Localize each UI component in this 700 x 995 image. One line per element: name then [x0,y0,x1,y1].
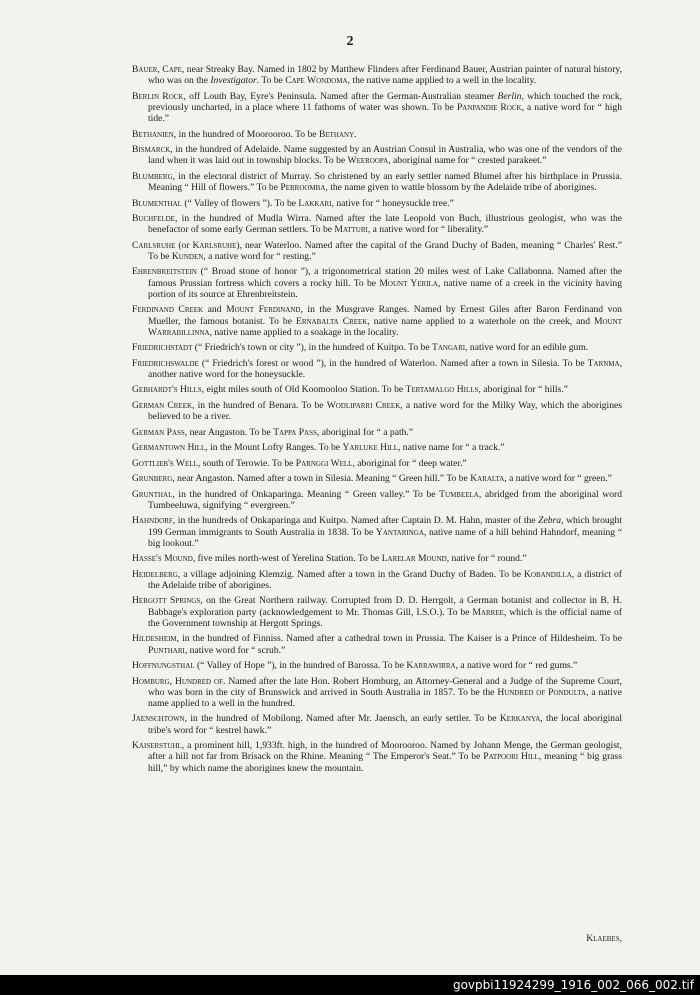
entry-headword: Buchfelde, [132,213,178,225]
new-name: Yantaringa [375,526,424,538]
new-name: Karrawirra [406,660,456,672]
entry-headword: Blumenthal [132,197,182,209]
gazetteer-entry [132,660,622,671]
gazetteer-entry [132,458,622,469]
entry-headword: Carlsruhe [132,239,176,251]
entry-text: ), near Waterloo. Named after the capital of the Grand Duchy of Baden, meaning “ Charles' Rest.” To be [148,239,623,262]
entry-text: , the name given to wattle blossom by the Adelaide tribe of aborigines. [325,182,597,194]
entry-text: , native name for “ a track.” [398,442,505,454]
entry-text: , a native word for “ green.” [504,473,612,485]
entry-text: , a native word for “ high tide.” [148,101,623,125]
entry-headword: Hildesheim, [132,633,180,645]
entry-text: and [203,304,227,316]
entry-headword: German Pass, [132,426,188,438]
entry-headword: German Creek, [132,399,195,411]
entry-text: in the hundreds of Onkaparinga and Kuitpo. Named after Captain D. M. Hahn, master of the [175,515,539,527]
gazetteer-entry [132,427,622,438]
new-name: Tertamalgo Hills [405,384,479,396]
entry-headword: Ehrenbreitstein [132,266,197,278]
entry-text: , which is the official name of the Government township at Hergott Springs. [148,606,622,629]
entry-text: (“ Broad stone of honor ”), a trigonometrical station 20 miles west of Lake Callabonna. Named after the famous Prussian fortress which covers a rocky hill. To be [148,266,622,289]
entry-text: , a native word for the Milky Way, which the aborigines believed to be a river. [148,399,623,423]
entry-text: aboriginal name for “ crested parakeet.” [390,155,547,167]
gazetteer-entry [132,595,622,629]
catchword: Klaebes, [586,933,622,944]
gazetteer-entry [132,129,622,140]
new-name: Parnggi Well [295,457,353,469]
entry-text: in the hundred of Finniss. Named after a cathedral town in Prussia. The Kaiser is a Prince of Hildesheim. To be [179,633,622,645]
new-name: Weeroopa, [347,155,391,167]
entry-text: a village adjoining Klemzig. Named after a town in the Grand Duchy of Baden. To be [180,568,525,580]
gazetteer-entry [132,676,622,710]
new-name: Kobandilla [524,568,572,580]
entry-text: (“ Friedrich's town or city ”), in the hundred of Kuitpo. To be [192,342,432,354]
gazetteer-entry [132,740,622,774]
entry-text: Named after the late Hon. Robert Homburg, an Attorney-General and a Judge of the Supreme Court, who was born in the city of Brunswick and arrived in South Australia in 1857. To be the [148,675,622,698]
new-name: Wodliparri Creek [326,399,401,411]
entry-headword: Ferdinand Creek [132,304,204,316]
gazetteer-entry [132,266,622,300]
entry-text: , native name of a creek in the vicinity having portion of its source at Ehrenbreitstein. [148,277,622,300]
gazetteer-entry [132,144,622,166]
entry-headword: Hasse's Mound, [132,553,196,565]
ship-name: Berlin [497,90,522,102]
entry-text: in the hundred of Onkaparinga. Meaning “ Green valley.” To be [174,488,440,500]
gazetteer-entry [132,342,622,353]
entry-text: in the hundred of Adelaide. Name suggested by an Austrian Consul in Australia, who was one of the vendors of the land when it was laid out in township blocks. To be [148,144,622,167]
entry-headword: Jaenschtown, [132,713,188,725]
gazetteer-entry [132,213,622,235]
new-name: Yarluke Hill [342,442,398,454]
entry-text: , native word for an edible gum. [465,342,589,354]
entry-headword: Gebhardt's Hills, [132,384,205,396]
entry-text: , a native name applied to a well in the hundred. [148,686,622,709]
entry-headword: Friedrichswalde [132,357,199,369]
gazetteer-entry [132,358,622,380]
gazetteer-entry [132,304,622,338]
entry-text: (“ Valley of flowers ”). To be [181,197,299,209]
entry-headword: Gottlieb's Well, [132,457,201,469]
new-name: Kerkanya [499,713,541,725]
gazetteer-entry [132,473,622,484]
gazetteer-entry [132,240,622,262]
entry-text: , another native word for the honeysuckle. [148,357,622,380]
gazetteer-entry [132,515,622,549]
file-name-bar [0,975,700,995]
new-name: Tarnma [587,357,620,369]
entry-text: , meaning “ big grass hill,” by which name the aborigines knew the mountain. [148,751,623,774]
entry-text: near Angaston. Named after a town in Silesia. Meaning “ Green hill.” To be [174,473,471,485]
gazetteer-entry [132,400,622,422]
entry-text: , aboriginal for “ a path.” [316,426,414,438]
entry-text: , a native word for “ liberality.” [367,224,489,236]
new-name: Mount Warrabillinna [148,315,623,338]
entry-text: , abridged from the aboriginal word Tumbeeluwa, signifying “ evergreen.” [148,488,622,511]
new-name: Hundred of Pondulta [497,686,587,698]
page-number: 2 [346,34,354,49]
new-name: Punthari [148,644,185,656]
gazetteer-entry [132,569,622,591]
new-name: Ernabalta Creek [295,315,368,327]
new-name: Tangari [432,342,466,354]
entry-text: near Streaky Bay. Named in 1802 by Matthew Flinders after Ferdinand Bauer, Austrian painter of natural history, who was on the [148,64,622,87]
new-name: Kunden [171,250,204,262]
entry-headword: Kaiserstuhl, [132,740,185,752]
new-name: Tumbeela [439,488,479,500]
entry-headword: Friedrichstadt [132,342,193,354]
entry-text: , native word for “ scrub.” [184,644,286,656]
new-name: Karalta [470,473,505,485]
ship-name: Investigator [210,75,257,87]
entry-text: , which touched the rock, previously uncharted, in a place where 11 fathoms of water was shown. To be [148,90,623,113]
entry-headword: Germantown Hill, [132,442,208,454]
entry-text: , aboriginal for “ deep water.” [352,457,467,469]
new-name: Perroomba [280,182,326,194]
gazetteer-entry [132,489,622,511]
gazetteer-entry [132,633,622,655]
new-name: Mount Ferdinand [226,304,301,316]
file-name-label: govpbi11924299_1916_002_066_002.tif [452,978,694,992]
new-name: Matturi [334,224,368,236]
entry-headword: Grunthal, [132,488,175,500]
gazetteer-entry [132,384,622,395]
gazetteer-entry [132,91,622,125]
entry-text: , a district of the Adelaide tribe of aborigines. [148,568,622,591]
entry-headword: Bauer, Cape, [132,64,185,75]
new-name: Tappa Pass [273,426,317,438]
entry-text: , native name applied to a waterhole on the creek, and [367,315,595,327]
entry-text: . To be [256,75,286,87]
entry-text: in the hundred of Mudla Wirra. Named after the late Leopold von Buch, illustrious geologist, who was the benefactor of some early German settlers. To be [148,213,622,236]
new-name: Patpoori Hill [483,751,539,763]
new-name: Panpandie Rock [456,101,522,113]
entry-text: in the electoral district of Murray. So christened by an early settler named Blumel after his birthplace in Prussia. Meaning “ Hill of flowers.” To be [148,170,622,194]
new-name: Larelar Mound [381,553,447,565]
entry-text: , aboriginal for “ hills.” [478,384,568,396]
entry-text: near Angaston. To be [187,426,274,438]
gazetteer-entries [132,64,622,778]
entry-text: south of Terowie. To be [200,457,296,469]
entry-text: in the hundred of Mobilong. Named after Mr. Jaensch, an early settler. To be [187,713,500,725]
new-name: Bethany [318,128,355,140]
entry-headword: Berlin Rock, [132,90,186,102]
entry-headword: Bismarck, [132,144,173,156]
entry-text: (“ Valley of Hope ”), in the hundred of Barossa. To be [194,660,407,672]
entry-text: . [354,128,357,140]
entry-text: , a native word for “ red gums.” [455,660,578,672]
entry-text: five miles north-west of Yerelina Station. To be [195,553,382,565]
entry-text: (or [175,239,193,251]
new-name: Cape Wondoma, [285,75,351,87]
gazetteer-entry [132,553,622,564]
entry-text: , native for “ honeysuckle tree.” [331,197,454,209]
entry-text: eight miles south of Old Koomooloo Station. To be [204,384,406,396]
entry-headword: Hergott Springs, [132,595,203,607]
entry-text: off Louth Bay, Eyre's Peninsula. Named after the German-Australian steamer [185,90,498,102]
entry-text: (“ Friedrich's forest or wood ”), in the hundred of Waterloo. Named after a town in Silesia. To be [198,357,588,369]
entry-text: in the hundred of Benara. To be [194,399,327,411]
entry-text: in the Mount Lofty Ranges. To be [207,442,343,454]
entry-text: , a native word for “ resting.” [203,250,316,262]
entry-headword: Grunberg, [132,473,175,485]
gazetteer-entry [132,198,622,209]
entry-headword: Bethanien, [132,128,177,140]
entry-headword: Hahndorf, [132,515,176,527]
entry-text: , native name of a hill behind Hahndorf, meaning “ big lookout.” [148,526,622,549]
new-name: Lakkari [298,197,332,209]
gazetteer-entry [132,64,622,86]
entry-text: the native name applied to a well in the locality. [350,75,537,87]
gazetteer-entry [132,171,622,193]
entry-text: a prominent hill, 1,933ft. high, in the hundred of Moorooroo. Named by Johann Menge, the German geologist, after a hill not far from Brisack on the Rhine. Meaning “ The Emperor's Seat.” To be [148,740,622,763]
new-name: Marree [472,606,504,618]
entry-text: , which brought 199 German immigrants to South Australia in 1838. To be [148,515,622,538]
entry-headword: Heidelberg, [132,568,181,580]
gazetteer-entry [132,442,622,453]
entry-text: , in the Musgrave Ranges. Named by Ernest Giles after Baron Ferdinand von Mueller, the famous botanist. To be [148,304,622,327]
entry-text: in the hundred of Moorooroo. To be [176,128,319,140]
gazetteer-entry [132,713,622,735]
new-name: Mount Yerila [379,277,438,289]
entry-text: , the local aboriginal tribe's word for “ kestrel hawk.” [148,713,623,736]
ship-name: Zebra [538,515,562,527]
entry-headword: Hoffnungsthal [132,660,195,672]
entry-text: on the Great Northern railway. Corrupted from D. D. Herrgolt, a German botanist and collector in B. H. Babbage's exploration party (acknowledgement to Mr. Thomas Gill, I.S.O.). To be [148,595,622,618]
entry-headword: Homburg, Hundred of. [132,675,226,687]
entry-text: , native for “ round.” [446,553,527,565]
entry-headword: Blumberg, [132,170,176,182]
new-name: Karlsruhe [192,239,237,251]
entry-text: , native name applied to a soakage in the locality. [209,326,399,338]
